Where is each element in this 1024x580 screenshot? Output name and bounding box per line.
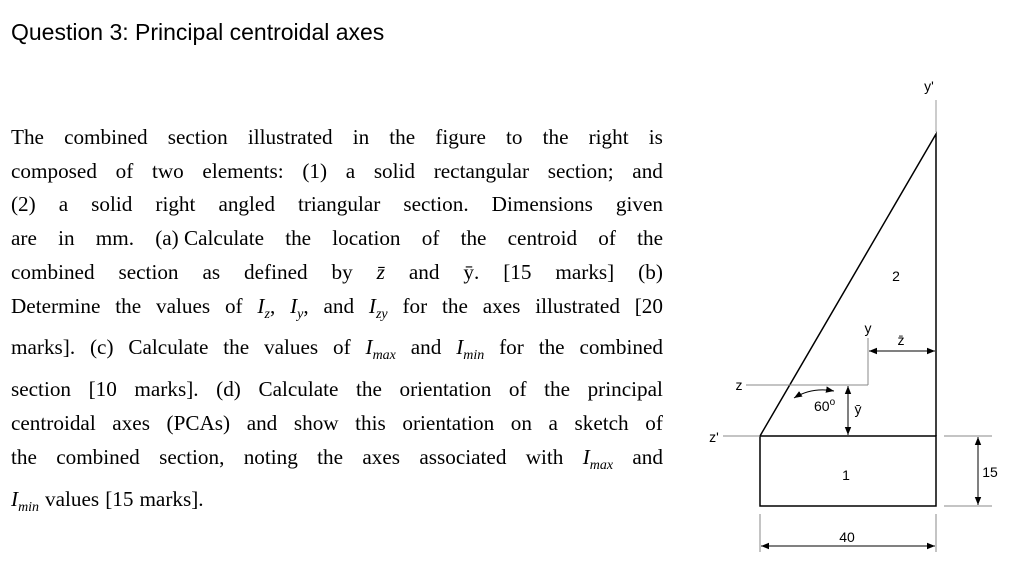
word: are (11, 226, 37, 251)
text-line (11, 331, 663, 373)
word: the (285, 226, 312, 251)
text-line (11, 256, 663, 290)
word: of (224, 293, 243, 318)
word: the (542, 125, 569, 149)
question-body (11, 121, 663, 525)
word: $I_{zy}$ (368, 293, 388, 322)
word: defined (244, 259, 308, 284)
angle-arc (794, 390, 834, 398)
y-axis-label: y (864, 320, 872, 336)
word: sketch (574, 411, 629, 436)
word: the (441, 293, 468, 318)
word: of (421, 226, 440, 251)
word: as (202, 259, 221, 284)
word: a (345, 158, 356, 183)
word: angled (218, 192, 275, 217)
text-line (11, 155, 663, 189)
word: principal (587, 377, 663, 402)
word: of (508, 377, 527, 402)
word: show (293, 411, 339, 436)
word: combined (11, 259, 95, 284)
height-dimension-label: 15 (982, 464, 998, 480)
word: of (645, 411, 663, 436)
word: to (506, 125, 523, 149)
word: [15 (503, 259, 532, 284)
word: with (525, 444, 564, 469)
word: Determine (11, 293, 101, 318)
word: combined (56, 444, 140, 469)
y-bar-label: ȳ (854, 401, 862, 417)
word: illustrated (247, 125, 333, 149)
word: combined (64, 125, 148, 149)
word: elements: (202, 158, 284, 183)
text-line (11, 373, 663, 407)
word: $I_z$, (257, 293, 276, 322)
word: for (402, 293, 428, 318)
word: triangular (297, 192, 381, 217)
word: section (118, 259, 179, 284)
word: and (408, 259, 440, 284)
word: section (167, 125, 228, 149)
word: (c) (90, 335, 114, 360)
word: a (58, 192, 69, 217)
question-title: Question 3: Principal centroidal axes (11, 19, 385, 45)
word: section; (547, 158, 614, 183)
word: The (11, 125, 44, 149)
text-line (11, 188, 663, 222)
word: and (632, 158, 663, 183)
word: the (356, 377, 382, 402)
word: the (389, 125, 416, 149)
word: values (264, 335, 319, 360)
text-line (11, 441, 663, 483)
word: (b) (638, 259, 663, 284)
word: centroidal (11, 411, 96, 436)
word: figure (435, 125, 486, 149)
word: composed (11, 158, 97, 183)
word: and (632, 444, 663, 469)
z-axis-label: z (735, 377, 743, 393)
word: a (548, 411, 558, 436)
word: associated (419, 444, 507, 469)
text-line (11, 483, 663, 525)
word: section (11, 377, 72, 402)
text-line (11, 121, 663, 155)
word: combined (579, 335, 663, 360)
word: the (115, 293, 142, 318)
word: in (58, 226, 75, 251)
word: right (155, 192, 196, 217)
word: solid (91, 192, 133, 217)
word: of (598, 226, 616, 251)
z-prime-axis-label: z' (709, 429, 719, 445)
word: the (317, 444, 344, 469)
word: for (499, 335, 524, 360)
word: the (538, 335, 565, 360)
element-1-label: 1 (842, 467, 850, 483)
y-prime-axis-label: y' (924, 78, 934, 94)
word: marks]. (11, 335, 76, 360)
word: noting (243, 444, 298, 469)
word: on (510, 411, 532, 436)
word: by (331, 259, 353, 284)
word: section, (159, 444, 225, 469)
word: of (115, 158, 134, 183)
word: illustrated (535, 293, 620, 318)
word: section. (403, 192, 469, 217)
word: the (544, 377, 570, 402)
word: this (355, 411, 386, 436)
word: the (637, 226, 663, 251)
word: $I_y$, (290, 293, 309, 322)
word: right (588, 125, 629, 149)
word: the (11, 444, 37, 469)
word: the (223, 335, 250, 360)
width-dimension-label: 40 (839, 529, 855, 545)
word: (PCAs) (166, 411, 231, 436)
word: marks]. (134, 377, 199, 402)
word: $I_{max}$ (582, 444, 614, 474)
word: and (246, 411, 278, 436)
section-figure (696, 64, 1010, 564)
word: marks]. (139, 486, 204, 511)
word: Calculate (258, 377, 339, 402)
word: values (45, 486, 100, 511)
word: values (155, 293, 211, 318)
word: orientation (402, 411, 495, 436)
word: $I_{min}$ (11, 486, 40, 515)
word: solid (373, 158, 416, 183)
word: (a) Calculate (155, 226, 265, 251)
word: of (333, 335, 351, 360)
text-line (11, 407, 663, 441)
angle-label: 60$^o$ (814, 397, 836, 414)
word: axes (112, 411, 150, 436)
element-2-label: 2 (892, 268, 900, 284)
text-line (11, 222, 663, 256)
word: [10 (88, 377, 117, 402)
word: rectangular (433, 158, 530, 183)
word: marks] (555, 259, 615, 284)
word: $I_{max}$ (365, 335, 396, 364)
word: axes (482, 293, 521, 318)
word: axes (362, 444, 401, 469)
word: and (410, 335, 442, 360)
word: (d) (216, 377, 241, 402)
word: (1) (302, 158, 328, 183)
word: $I_{min}$ (456, 335, 485, 364)
z-bar-label: z̄ (897, 332, 905, 348)
word: and (323, 293, 355, 318)
word: [20 (634, 293, 663, 318)
word: Dimensions (491, 192, 593, 217)
word: in (352, 125, 370, 149)
word: two (151, 158, 184, 183)
word: the (460, 226, 487, 251)
text-line (11, 290, 663, 332)
word: location (332, 226, 401, 251)
word: [15 (105, 486, 134, 511)
word: z̄ (376, 259, 385, 284)
word: orientation (399, 377, 492, 402)
word: ȳ. (463, 259, 480, 284)
word: is (648, 125, 663, 149)
word: mm. (95, 226, 134, 251)
word: given (615, 192, 663, 217)
word: Calculate (128, 335, 209, 360)
word: (2) (11, 192, 36, 217)
word: centroid (507, 226, 578, 251)
